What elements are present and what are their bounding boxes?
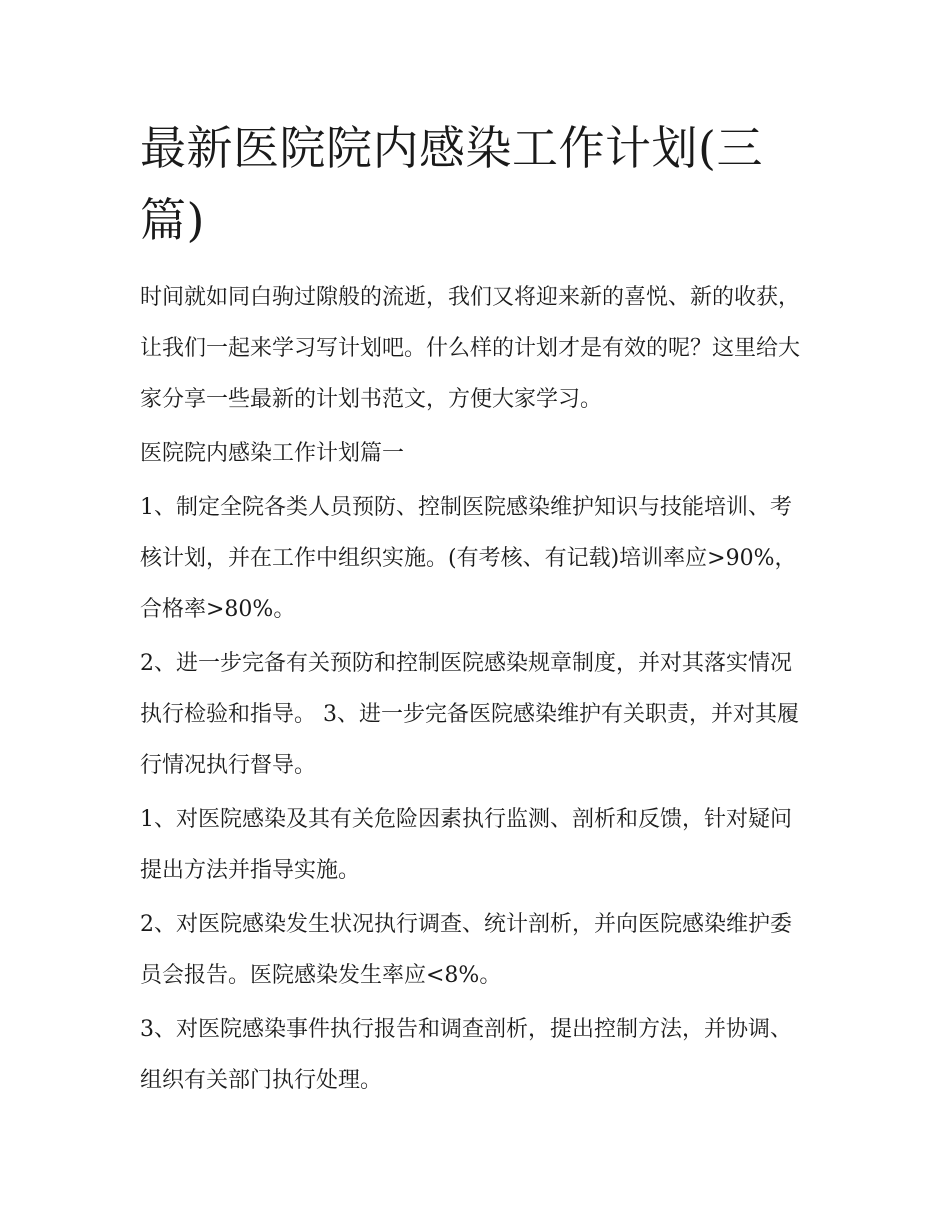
paragraph-item-2-investigation: 2、对医院感染发生状况执行调查、统计剖析，并向医院感染维护委员会报告。医院感染发生率应<8%。: [140, 912, 792, 988]
document-page: [140, 112, 812, 1106]
document-title: 最新医院院内感染工作计划(三篇): [140, 121, 763, 247]
paragraph-intro: 时间就如同白驹过隙般的流逝，我们又将迎来新的喜悦、新的收获，让我们一起来学习写计划吧。什么样的计划才是有效的呢？这里给大家分享一些最新的计划书范文，方便大家学习。: [140, 285, 801, 412]
paragraph-item-2-rules: 2、进一步完备有关预防和控制医院感染规章制度，并对其落实情况执行检验和指导。 3、进一步完备医院感染维护有关职责，并对其履行情况执行督导。: [140, 651, 799, 778]
paragraph-item-3-events: 3、对医院感染事件执行报告和调查剖析，提出控制方法，并协调、组织有关部门执行处理。: [140, 1017, 792, 1093]
section-heading: 医院院内感染工作计划篇一: [140, 441, 405, 466]
paragraph-item-1-monitoring: 1、对医院感染及其有关危险因素执行监测、剖析和反馈，针对疑问提出方法并指导实施。: [140, 807, 792, 883]
paragraph-item-1-training: 1、制定全院各类人员预防、控制医院感染维护知识与技能培训、考核计划，并在工作中组织实施。(有考核、有记载)培训率应>90%，合格率>80%。: [140, 495, 797, 622]
